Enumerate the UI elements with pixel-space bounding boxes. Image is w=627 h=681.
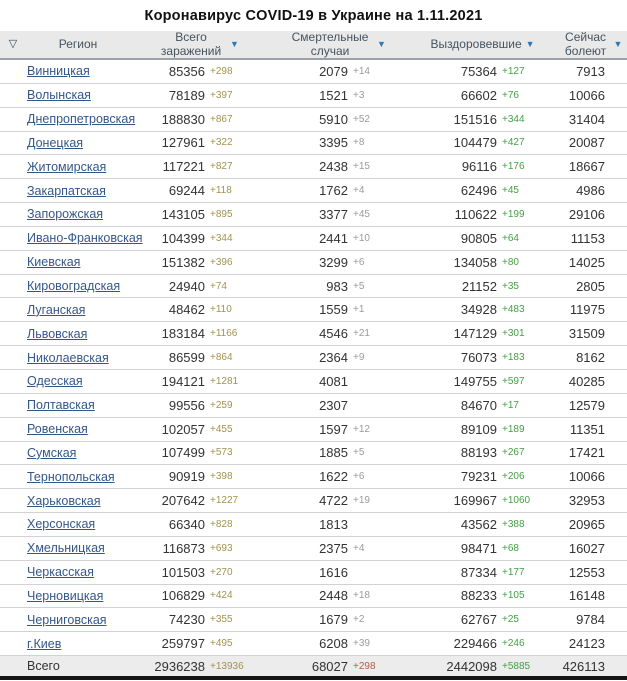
table-row <box>0 442 627 466</box>
recovered-value: 88233 <box>460 588 497 604</box>
table-row <box>0 251 627 275</box>
infected-delta: +398 <box>210 471 233 483</box>
total-sick-value: 426113 <box>562 658 605 674</box>
infected-delta: +344 <box>210 232 233 244</box>
column-header-sick[interactable] <box>557 31 627 58</box>
table-row <box>0 298 627 322</box>
infected-delta: +1227 <box>210 495 239 507</box>
deaths-value: 1521 <box>319 87 348 103</box>
recovered-value: 149755 <box>453 373 497 389</box>
table-row <box>0 84 627 108</box>
total-recovered-delta: +5885 <box>502 660 531 672</box>
deaths-value: 1679 <box>319 612 348 628</box>
recovered-delta: +344 <box>502 113 525 125</box>
deaths-delta: +6 <box>353 471 365 483</box>
region-link[interactable]: Ровенская <box>27 422 88 437</box>
region-cell <box>26 158 130 176</box>
recovered-delta: +45 <box>502 185 519 197</box>
region-cell <box>26 539 130 557</box>
table-row <box>0 465 627 489</box>
region-cell <box>26 563 130 581</box>
deaths-value: 1616 <box>319 564 348 580</box>
recovered-delta: +301 <box>502 328 525 340</box>
table-row <box>0 60 627 84</box>
recovered-delta: +246 <box>502 638 525 650</box>
region-cell <box>26 325 130 343</box>
infected-delta: +270 <box>210 566 233 578</box>
infected-delta: +259 <box>210 399 233 411</box>
sick-value: 10066 <box>568 469 605 485</box>
recovered-delta: +176 <box>502 161 525 173</box>
sort-down-icon[interactable]: ▼ <box>525 39 535 49</box>
deaths-value: 983 <box>326 278 348 294</box>
infected-delta: +396 <box>210 256 233 268</box>
region-link[interactable]: Хмельницкая <box>27 541 105 556</box>
column-header-recovered-label: Выздоровевшие <box>430 36 522 51</box>
infected-value: 74230 <box>168 612 205 628</box>
table-row <box>0 108 627 132</box>
recovered-value: 84670 <box>460 397 497 413</box>
infected-delta: +867 <box>210 113 233 125</box>
recovered-delta: +76 <box>502 89 519 101</box>
deaths-delta: +52 <box>353 113 370 125</box>
deaths-delta: +12 <box>353 423 370 435</box>
sick-value: 17421 <box>568 445 605 461</box>
deaths-value: 2438 <box>319 159 348 175</box>
region-cell <box>26 277 130 295</box>
recovered-value: 169967 <box>453 493 497 509</box>
recovered-value: 21152 <box>461 278 497 294</box>
header-filter-cell <box>0 31 26 58</box>
column-header-deaths[interactable] <box>265 31 408 58</box>
sick-value: 18667 <box>568 159 605 175</box>
deaths-value: 1559 <box>319 302 348 318</box>
sick-value: 32953 <box>568 493 605 509</box>
recovered-value: 87334 <box>460 564 497 580</box>
region-link[interactable]: Закарпатская <box>27 183 106 198</box>
infected-delta: +828 <box>210 518 233 530</box>
table-row <box>0 537 627 561</box>
infected-delta: +1166 <box>210 328 238 340</box>
deaths-delta: +5 <box>353 447 365 459</box>
recovered-delta: +177 <box>502 566 525 578</box>
region-cell <box>26 587 130 605</box>
infected-value: 99556 <box>168 397 205 413</box>
sick-value: 31404 <box>568 111 605 127</box>
recovered-delta: +80 <box>502 256 519 268</box>
recovered-delta: +483 <box>502 304 525 316</box>
region-link[interactable]: Днепропетровская <box>27 112 136 127</box>
recovered-value: 229466 <box>453 636 497 652</box>
deaths-delta: +1 <box>353 304 365 316</box>
total-recovered-value: 2442098 <box>446 658 497 674</box>
column-header-infected[interactable] <box>130 31 265 58</box>
recovered-value: 147129 <box>453 326 497 342</box>
infected-value: 107499 <box>161 445 205 461</box>
deaths-value: 2079 <box>319 63 348 79</box>
region-link[interactable]: Луганская <box>27 302 86 317</box>
recovered-value: 96116 <box>461 159 497 175</box>
recovered-value: 110622 <box>454 206 497 222</box>
total-label: Всего <box>27 659 60 674</box>
recovered-value: 134058 <box>453 254 497 270</box>
region-cell <box>26 372 130 390</box>
deaths-delta: +14 <box>353 65 370 77</box>
region-cell <box>26 134 130 152</box>
deaths-value: 4546 <box>319 326 348 342</box>
sort-down-icon[interactable]: ▼ <box>613 39 623 49</box>
deaths-value: 3395 <box>319 135 348 151</box>
recovered-value: 104479 <box>453 135 497 151</box>
table-row <box>0 322 627 346</box>
region-link[interactable]: Одесская <box>27 374 83 389</box>
infected-value: 48462 <box>168 302 205 318</box>
deaths-delta: +39 <box>353 638 370 650</box>
infected-delta: +118 <box>210 185 232 197</box>
recovered-delta: +597 <box>502 375 525 387</box>
deaths-value: 2375 <box>319 540 348 556</box>
region-link[interactable]: г.Киев <box>27 636 62 651</box>
deaths-value: 1885 <box>319 445 348 461</box>
deaths-value: 2364 <box>319 350 348 366</box>
infected-delta: +455 <box>210 423 233 435</box>
deaths-delta: +6 <box>353 256 365 268</box>
region-link[interactable]: Запорожская <box>27 207 104 222</box>
sick-value: 11975 <box>569 302 605 318</box>
region-link[interactable]: Винницкая <box>27 64 90 79</box>
infected-value: 66340 <box>168 516 205 532</box>
region-link[interactable]: Черниговская <box>27 612 107 627</box>
filter-icon[interactable]: ▽ <box>8 38 18 50</box>
total-row <box>0 656 627 680</box>
region-link[interactable]: Кировоградская <box>27 279 121 294</box>
sick-value: 20087 <box>568 135 605 151</box>
infected-value: 194121 <box>161 373 205 389</box>
recovered-value: 66602 <box>460 87 497 103</box>
infected-value: 102057 <box>161 421 205 437</box>
sick-value: 8162 <box>576 350 605 366</box>
deaths-value: 2448 <box>319 588 348 604</box>
region-cell <box>26 182 130 200</box>
region-cell <box>26 205 130 223</box>
recovered-delta: +267 <box>502 447 525 459</box>
infected-delta: +895 <box>210 208 233 220</box>
recovered-value: 75364 <box>460 63 497 79</box>
infected-delta: +110 <box>210 304 232 316</box>
sick-value: 4986 <box>576 183 605 199</box>
deaths-delta: +45 <box>353 208 370 220</box>
infected-value: 24940 <box>168 278 205 294</box>
deaths-delta: +9 <box>353 352 365 364</box>
deaths-value: 1813 <box>319 516 348 532</box>
infected-delta: +424 <box>210 590 233 602</box>
deaths-delta: +4 <box>353 542 365 554</box>
total-infected-value: 2936238 <box>154 658 205 674</box>
region-cell <box>26 62 130 80</box>
region-link[interactable]: Львовская <box>27 326 88 341</box>
deaths-value: 1622 <box>319 469 348 485</box>
sick-value: 14025 <box>568 254 605 270</box>
region-link[interactable]: Донецкая <box>27 135 84 150</box>
recovered-delta: +25 <box>502 614 519 626</box>
table-row <box>0 370 627 394</box>
region-link[interactable]: Волынская <box>27 88 91 103</box>
sick-value: 11153 <box>570 230 605 246</box>
infected-delta: +397 <box>210 89 233 101</box>
infected-value: 127961 <box>161 135 205 151</box>
infected-delta: +74 <box>210 280 227 292</box>
region-cell <box>26 253 130 271</box>
deaths-delta: +10 <box>353 232 370 244</box>
recovered-value: 43562 <box>460 516 497 532</box>
infected-delta: +693 <box>210 542 233 554</box>
total-infected-delta: +13936 <box>210 660 244 672</box>
recovered-value: 76073 <box>460 350 497 366</box>
infected-delta: +827 <box>210 161 233 173</box>
infected-delta: +298 <box>210 65 233 77</box>
sick-value: 9784 <box>576 612 605 628</box>
recovered-delta: +35 <box>502 280 519 292</box>
deaths-delta: +15 <box>353 161 370 173</box>
infected-delta: +573 <box>210 447 233 459</box>
region-cell <box>26 396 130 414</box>
recovered-value: 88193 <box>460 445 497 461</box>
column-header-recovered[interactable] <box>408 31 557 58</box>
infected-value: 104399 <box>161 230 205 246</box>
infected-delta: +495 <box>210 638 233 650</box>
recovered-value: 151516 <box>453 111 497 127</box>
table-row <box>0 394 627 418</box>
infected-value: 106829 <box>161 588 205 604</box>
column-header-infected-label: Всего заражений <box>160 30 222 58</box>
table-row <box>0 418 627 442</box>
region-cell <box>26 420 130 438</box>
region-cell <box>26 492 130 510</box>
sort-down-icon[interactable]: ▼ <box>230 39 239 49</box>
table-row <box>0 585 627 609</box>
table-row <box>0 346 627 370</box>
deaths-value: 6208 <box>319 636 348 652</box>
sick-value: 16027 <box>568 540 605 556</box>
region-link[interactable]: Харьковская <box>27 493 101 508</box>
table-row <box>0 489 627 513</box>
infected-value: 117221 <box>162 159 205 175</box>
page-title: Коронавирус COVID-19 в Украине на 1.11.2021 <box>144 8 483 24</box>
infected-value: 69244 <box>168 183 205 199</box>
infected-value: 116873 <box>162 540 205 556</box>
sick-value: 2805 <box>576 278 605 294</box>
table-row <box>0 608 627 632</box>
infected-value: 183184 <box>161 326 205 342</box>
region-cell <box>26 611 130 629</box>
infected-value: 85356 <box>168 63 205 79</box>
infected-value: 188830 <box>161 111 205 127</box>
region-cell <box>26 229 143 247</box>
region-link[interactable]: Киевская <box>27 255 81 270</box>
recovered-delta: +64 <box>502 232 519 244</box>
sick-value: 31509 <box>568 326 605 342</box>
deaths-value: 2441 <box>319 230 348 246</box>
deaths-value: 3299 <box>319 254 348 270</box>
deaths-value: 4722 <box>319 493 348 509</box>
sick-value: 10066 <box>568 87 605 103</box>
infected-value: 259797 <box>161 636 205 652</box>
recovered-delta: +68 <box>502 542 519 554</box>
deaths-delta: +8 <box>353 137 365 149</box>
sick-value: 12579 <box>568 397 605 413</box>
region-link[interactable]: Черкасская <box>27 565 94 580</box>
sick-value: 29106 <box>568 206 605 222</box>
recovered-value: 89109 <box>460 421 497 437</box>
recovered-delta: +183 <box>502 352 525 364</box>
deaths-value: 4081 <box>319 373 348 389</box>
region-cell <box>26 110 136 128</box>
sick-value: 11351 <box>569 421 605 437</box>
table-row <box>0 179 627 203</box>
region-link[interactable]: Тернопольская <box>27 469 115 484</box>
sick-value: 20965 <box>568 516 605 532</box>
recovered-value: 62496 <box>460 183 497 199</box>
table-row <box>0 132 627 156</box>
region-cell <box>26 86 130 104</box>
sick-value: 24123 <box>568 636 605 652</box>
infected-value: 78189 <box>168 87 205 103</box>
column-header-sick-label: Сейчас болеют <box>564 30 607 58</box>
recovered-value: 98471 <box>460 540 497 556</box>
region-link[interactable]: Житомирская <box>27 159 107 174</box>
region-cell <box>26 468 130 486</box>
region-link[interactable]: Полтавская <box>27 398 95 413</box>
deaths-value: 1762 <box>319 183 348 199</box>
region-link[interactable]: Ивано-Франковская <box>27 231 143 246</box>
deaths-delta: +21 <box>353 328 370 340</box>
recovered-delta: +127 <box>502 65 525 77</box>
sick-value: 40285 <box>568 373 605 389</box>
sick-value: 12553 <box>568 564 605 580</box>
sort-down-icon[interactable]: ▼ <box>377 39 386 49</box>
recovered-value: 90805 <box>460 230 497 246</box>
recovered-delta: +199 <box>502 208 525 220</box>
recovered-value: 62767 <box>460 612 497 628</box>
region-cell <box>26 444 130 462</box>
column-header-region-label: Регион <box>58 36 98 51</box>
table-row <box>0 203 627 227</box>
region-link[interactable]: Черновицкая <box>27 588 104 603</box>
region-cell <box>26 515 130 533</box>
infected-value: 90919 <box>168 469 205 485</box>
deaths-delta: +2 <box>353 614 365 626</box>
table-row <box>0 227 627 251</box>
column-header-deaths-label: Смертельные случаи <box>291 30 369 58</box>
deaths-delta: +3 <box>353 89 365 101</box>
deaths-value: 3377 <box>319 206 348 222</box>
infected-value: 207642 <box>161 493 205 509</box>
region-link[interactable]: Сумская <box>27 445 77 460</box>
total-deaths-value: 68027 <box>311 658 348 674</box>
deaths-delta: +4 <box>353 185 365 197</box>
recovered-value: 34928 <box>460 302 497 318</box>
total-deaths-delta: +298 <box>353 660 376 672</box>
deaths-value: 1597 <box>319 421 348 437</box>
infected-value: 86599 <box>168 350 205 366</box>
column-header-region <box>26 31 130 58</box>
infected-delta: +864 <box>210 352 233 364</box>
table-row <box>0 561 627 585</box>
infected-value: 101503 <box>161 564 205 580</box>
deaths-delta: +5 <box>353 280 365 292</box>
table-row <box>0 513 627 537</box>
recovered-delta: +206 <box>502 471 525 483</box>
table-row <box>0 155 627 179</box>
recovered-delta: +189 <box>502 423 525 435</box>
region-cell <box>26 301 130 319</box>
table-body <box>0 60 627 656</box>
recovered-delta: +427 <box>502 137 525 149</box>
table-row <box>0 275 627 299</box>
sick-value: 7913 <box>576 63 605 79</box>
deaths-delta: +18 <box>353 590 370 602</box>
deaths-value: 5910 <box>319 111 348 127</box>
region-cell <box>26 349 130 367</box>
infected-delta: +322 <box>210 137 233 149</box>
infected-delta: +355 <box>210 614 233 626</box>
recovered-delta: +17 <box>502 399 519 411</box>
recovered-value: 79231 <box>460 469 497 485</box>
region-link[interactable]: Николаевская <box>27 350 109 365</box>
recovered-delta: +1060 <box>502 495 531 507</box>
table-header <box>0 31 627 60</box>
infected-delta: +1281 <box>210 375 239 387</box>
deaths-delta: +19 <box>353 495 370 507</box>
infected-value: 151382 <box>161 254 205 270</box>
sick-value: 16148 <box>568 588 605 604</box>
recovered-delta: +105 <box>502 590 525 602</box>
region-link[interactable]: Херсонская <box>27 517 96 532</box>
infected-value: 143105 <box>161 206 205 222</box>
table-row <box>0 632 627 656</box>
region-cell <box>26 635 130 653</box>
deaths-value: 2307 <box>319 397 348 413</box>
recovered-delta: +388 <box>502 518 525 530</box>
